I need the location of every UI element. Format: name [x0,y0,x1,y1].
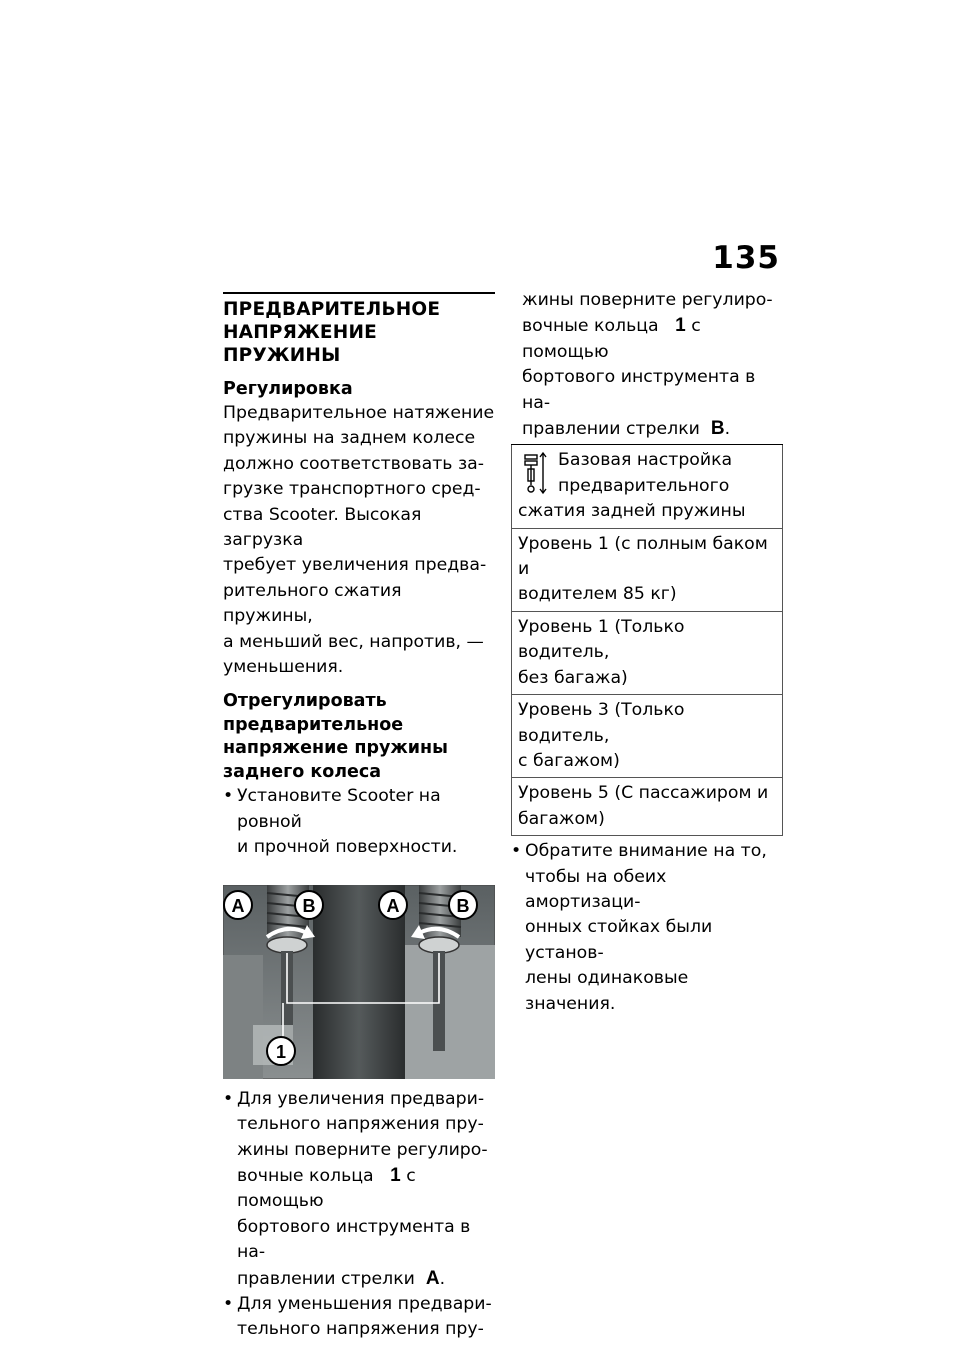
table-header: Базовая настройка предварительного сжатия задней пружины [511,445,783,528]
table-row: Уровень 1 (Только водитель, без багажа) [511,612,783,695]
bullet-equal-values: • Обратите внимание на то, чтобы на обеих амортизаци- онных стойках были установ- лены одинаковые значения. [511,839,783,1017]
preload-settings-table [511,444,783,836]
subheading-adjustment: Регулировка [223,379,353,399]
section-title: ПРЕДВАРИТЕЛЬНОЕ НАПРЯЖЕНИЕ ПРУЖИНЫ [223,299,441,366]
ref-1-right: 1 [675,315,686,337]
right-column [511,288,783,1017]
subheading-procedure: Отрегулировать предварительное напряжение пружины заднего колеса [223,691,448,782]
label-b-left: B [302,895,316,916]
bullet-decrease-continued: жины поверните регулиро- вочные кольца 1 с помощью бортового инструмента в на- правлении стрелки B. [522,290,773,440]
ref-b: B [710,418,725,440]
intro-paragraph: Предварительное натяжение пружины на заднем колесе должно соответствовать за- грузке транспортного сред- ства Scooter. Высокая загрузка требует увеличения предва- рительного сжатия пружины, а меньший вес, напротив, — уменьшения. [223,403,495,678]
section-rule [223,292,495,294]
page-number: 135 [712,240,780,276]
left-column [223,292,495,1343]
bullet-place-scooter: • Установите Scooter на ровной и прочной поверхности. [223,784,495,860]
label-a-right: A [386,895,400,916]
table-row: Уровень 3 (Только водитель, с багажом) [511,695,783,778]
ref-a: A [425,1267,440,1289]
shock-absorber-icon [522,451,548,495]
label-1: 1 [275,1041,287,1062]
label-b-right: B [456,895,470,916]
spring-preload-photo [223,885,495,1079]
bullet-decrease-preload: • Для уменьшения предвари- тельного напряжения пру- [223,1292,495,1343]
table-row: Уровень 1 (с полным баком и водителем 85 кг) [511,529,783,612]
label-a-left: A [231,895,245,916]
bullet-increase-preload: • Для увеличения предвари- тельного напряжения пру- жины поверните регулиро- вочные кольца 1 с помощью бортового инструмента в на- правлении стрелки A. [223,1087,495,1292]
ref-1: 1 [390,1164,401,1186]
table-row: Уровень 5 (С пассажиром и багажом) [511,778,783,836]
